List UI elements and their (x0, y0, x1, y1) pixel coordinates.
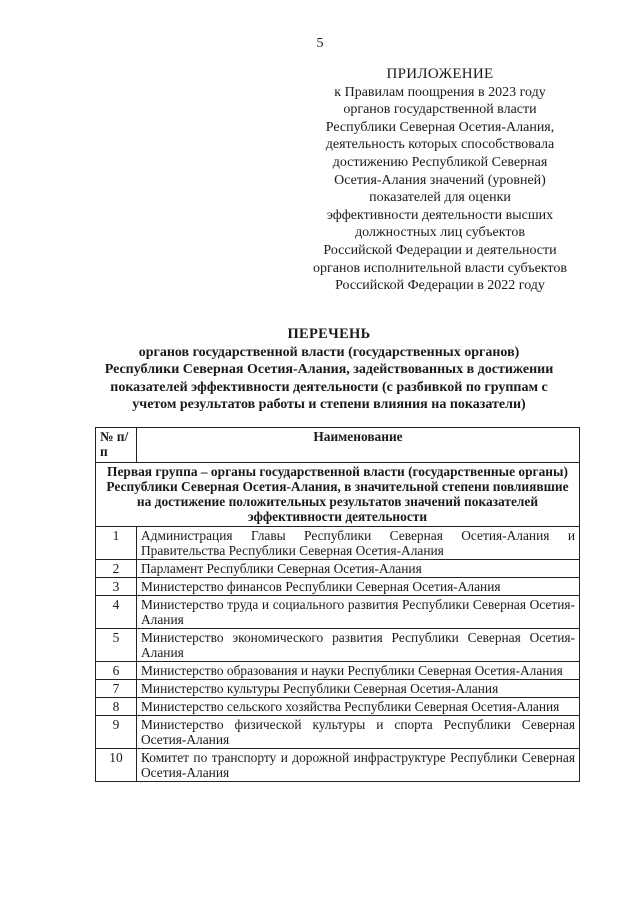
row-number: 1 (96, 527, 137, 560)
row-name: Комитет по транспорту и дорожной инфраструктуре Республики Северная Осетия-Алания (137, 749, 580, 782)
appendix-line: должностных лиц субъектов (355, 225, 525, 241)
column-header-name: Наименование (137, 428, 580, 463)
page-number: 5 (316, 36, 324, 51)
bodies-table (95, 427, 580, 782)
column-header-number: № п/п (96, 428, 137, 463)
row-number: 7 (96, 680, 137, 698)
row-number: 4 (96, 596, 137, 629)
table-row (96, 596, 580, 629)
appendix-line: Республики Северная Осетия-Алания, (325, 119, 555, 135)
row-name: Министерство труда и социального развития Республики Северная Осетия-Алания (137, 596, 580, 629)
row-number: 9 (96, 716, 137, 749)
row-number: 2 (96, 560, 137, 578)
appendix-line: к Правилам поощрения в 2023 году (334, 84, 546, 100)
heading-line: учетом результатов работы и степени влияния на показатели) (132, 397, 526, 412)
row-number: 5 (96, 629, 137, 662)
row-name: Министерство экономического развития Республики Северная Осетия-Алания (137, 629, 580, 662)
row-name: Министерство сельского хозяйства Республики Северная Осетия-Алания (137, 698, 580, 716)
appendix-line: показателей для оценки (369, 190, 511, 206)
table-row (96, 578, 580, 596)
row-name: Министерство культуры Республики Северная Осетия-Алания (137, 680, 580, 698)
table-row (96, 527, 580, 560)
appendix-line: достижению Республикой Северная (332, 154, 548, 170)
group-title: Первая группа – органы государственной власти (государственные органы) Республики Северная Осетия-Алания, в значительной степени повлиявшие на достижение положительных результатов значений показателей эффективности деятельности (96, 463, 580, 527)
table-header-row (96, 428, 580, 463)
table-row (96, 698, 580, 716)
row-name: Парламент Республики Северная Осетия-Алания (137, 560, 580, 578)
table-row (96, 662, 580, 680)
heading-line: органов государственной власти (государственных органов) (138, 344, 520, 360)
appendix-line: Российской Федерации в 2022 году (335, 278, 545, 294)
appendix-line: эффективности деятельности высших (326, 207, 554, 223)
row-name: Министерство образования и науки Республики Северная Осетия-Алания (137, 662, 580, 680)
group-row (96, 463, 580, 527)
appendix-line: Российской Федерации и деятельности (323, 242, 557, 258)
appendix-block (285, 66, 595, 295)
table-row (96, 716, 580, 749)
table-row (96, 629, 580, 662)
appendix-line: деятельность которых способствовала (325, 137, 555, 153)
appendix-line: Осетия-Алания значений (уровней) (334, 172, 546, 188)
row-name: Министерство финансов Республики Северная Осетия-Алания (137, 578, 580, 596)
heading-line: Республики Северная Осетия-Алания, задействованных в достижении (104, 362, 554, 377)
row-number: 6 (96, 662, 137, 680)
row-number: 8 (96, 698, 137, 716)
appendix-line: органов исполнительной власти субъектов (313, 260, 567, 276)
row-number: 10 (96, 749, 137, 782)
appendix-line: органов государственной власти (343, 102, 537, 118)
table-row (96, 749, 580, 782)
table-row (96, 560, 580, 578)
row-number: 3 (96, 578, 137, 596)
heading-line: показателей эффективности деятельности (с разбивкой по группам с (110, 379, 548, 395)
row-name: Министерство физической культуры и спорта Республики Северная Осетия-Алания (137, 716, 580, 749)
row-name: Администрация Главы Республики Северная Осетия-Алания и Правительства Республики Северная Осетия-Алания (137, 527, 580, 560)
heading-title: ПЕРЕЧЕНЬ (287, 326, 371, 342)
appendix-title: ПРИЛОЖЕНИЕ (386, 66, 494, 82)
table-row (96, 680, 580, 698)
document-heading (92, 326, 566, 414)
